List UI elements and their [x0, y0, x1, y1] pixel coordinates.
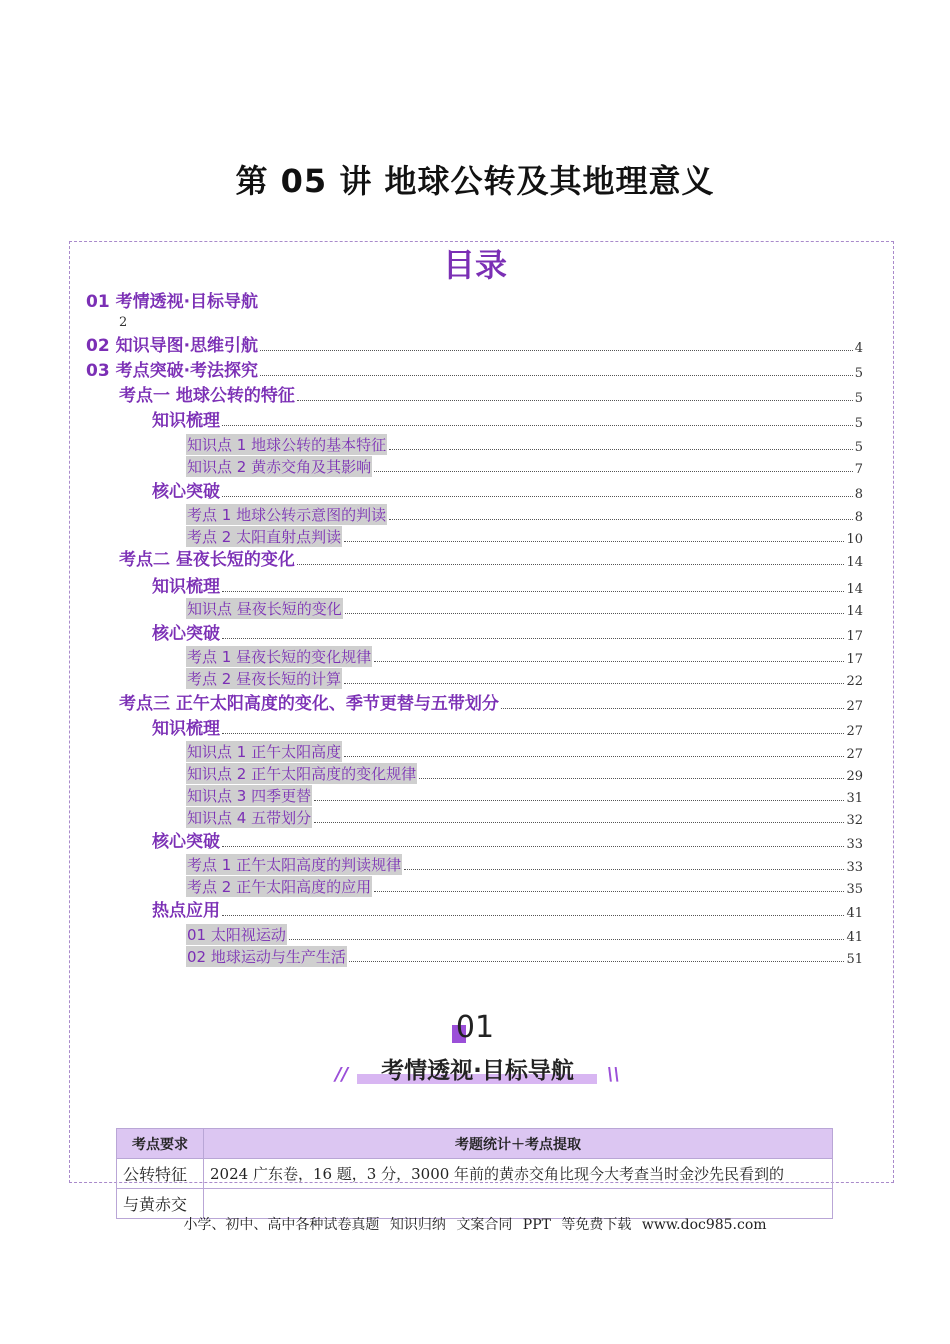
toc-entry-label: 知识点 4 五带划分 [187, 809, 312, 827]
toc-leader-dots [345, 613, 845, 614]
toc-entry-label: 考点 1 地球公转示意图的判读 [187, 506, 387, 524]
toc-leader-dots [260, 350, 853, 351]
toc-page-number: 51 [846, 952, 863, 967]
toc-entry-label: 核心突破 [152, 624, 220, 644]
toc-leader-dots [222, 733, 844, 734]
toc-entry[interactable] [86, 290, 863, 312]
requirements-table [116, 1128, 833, 1219]
toc-entry-label: 考点 2 正午太阳高度的应用 [187, 878, 372, 896]
toc-entry-label: 03 考点突破·考法探究 [86, 361, 259, 381]
toc-leader-dots [222, 638, 844, 639]
toc-page-number: 14 [846, 604, 863, 619]
toc-page-number: 41 [846, 906, 863, 921]
section-number: 01 [455, 1010, 495, 1045]
toc-page-number: 41 [846, 930, 863, 945]
toc-entry[interactable] [186, 923, 863, 945]
toc-entry-label: 知识点 1 正午太阳高度 [187, 743, 342, 761]
toc-page-number: 14 [846, 582, 863, 597]
toc-entry[interactable] [152, 830, 863, 852]
toc-leader-dots [501, 708, 845, 709]
table-row [117, 1159, 833, 1189]
slash-decoration-left: // [335, 1064, 349, 1085]
toc-entry-label: 热点应用 [152, 901, 220, 921]
toc-leader-dots [297, 400, 853, 401]
toc-entry-label: 考点二 昼夜长短的变化 [119, 550, 295, 570]
toc-entry[interactable] [152, 899, 863, 921]
toc-page-number: 27 [846, 699, 863, 714]
toc-page-number: 4 [854, 341, 863, 356]
toc-entry[interactable] [186, 455, 863, 477]
toc-page-number: 32 [846, 813, 863, 828]
toc-heading: 目录 [442, 246, 507, 284]
toc-entry-label: 考点 1 昼夜长短的变化规律 [187, 648, 372, 666]
toc-page-number: 27 [846, 747, 863, 762]
toc-page-number: 8 [854, 487, 863, 502]
toc-page-number: 31 [846, 791, 863, 806]
toc-leader-dots [222, 591, 844, 592]
toc-leader-dots [289, 939, 845, 940]
toc-leader-dots [297, 564, 845, 565]
toc-page-number: 10 [846, 532, 863, 547]
toc-entry-label: 02 地球运动与生产生活 [187, 948, 346, 966]
table-cell: 与黄赤交 [117, 1189, 204, 1219]
table-header-row [117, 1129, 833, 1159]
toc-entry-label: 核心突破 [152, 832, 220, 852]
table-header-cell: 考题统计＋考点提取 [204, 1129, 833, 1159]
toc-page-number: 7 [854, 462, 863, 477]
toc-entry[interactable] [186, 762, 863, 784]
toc-page-number: 33 [846, 860, 863, 875]
toc-page-number: 14 [846, 555, 863, 570]
page-title: 第 05 讲 地球公转及其地理意义 [235, 162, 715, 200]
toc-page-number: 22 [846, 674, 863, 689]
toc-entry-label: 考点 2 昼夜长短的计算 [187, 670, 342, 688]
toc-leader-dots [314, 822, 844, 823]
toc-entry[interactable] [119, 548, 863, 570]
toc-entry-label: 知识点 3 四季更替 [187, 787, 312, 805]
toc-entry-label: 知识梳理 [152, 719, 220, 739]
toc-leader-dots [374, 661, 844, 662]
toc-entry[interactable] [152, 409, 863, 431]
toc-entry[interactable] [152, 622, 863, 644]
toc-entry-label: 考点 2 太阳直射点判读 [187, 528, 342, 546]
toc-entry[interactable] [186, 597, 863, 619]
toc-entry[interactable] [86, 359, 863, 381]
toc-page-number: 17 [846, 629, 863, 644]
toc-entry[interactable] [152, 480, 863, 502]
toc-entry-label: 知识点 1 地球公转的基本特征 [187, 436, 387, 454]
toc-leader-dots [344, 756, 844, 757]
toc-entry-label: 知识梳理 [152, 577, 220, 597]
toc-leader-dots [404, 869, 844, 870]
toc-entry[interactable] [186, 503, 863, 525]
toc-leader-dots [222, 915, 844, 916]
toc-leader-dots [344, 541, 844, 542]
toc-entry[interactable] [186, 433, 863, 455]
toc-entry[interactable] [186, 875, 863, 897]
toc-entry-label: 考点一 地球公转的特征 [119, 386, 295, 406]
toc-leader-dots [222, 496, 853, 497]
slash-decoration-right: \\ [606, 1064, 620, 1085]
table-cell: 公转特征 [117, 1159, 204, 1189]
toc-entry[interactable] [186, 806, 863, 828]
toc-entry[interactable] [186, 853, 863, 875]
toc-entry-label: 01 考情透视·目标导航 [86, 292, 259, 312]
section-title: 考情透视·目标导航 [381, 1058, 574, 1084]
toc-entry[interactable] [119, 692, 863, 714]
toc-leader-dots [222, 425, 853, 426]
toc-leader-dots [349, 961, 845, 962]
toc-page-number: 8 [854, 510, 863, 525]
toc-page-number: 17 [846, 652, 863, 667]
toc-leader-dots [374, 891, 844, 892]
toc-leader-dots [222, 846, 844, 847]
toc-leader-dots [260, 375, 853, 376]
section-banner [335, 1050, 620, 1090]
toc-entry[interactable] [186, 667, 863, 689]
toc-entry[interactable] [186, 784, 863, 806]
toc-entry[interactable] [152, 575, 863, 597]
toc-page-number: 5 [854, 366, 863, 381]
toc-page-number: 5 [854, 391, 863, 406]
toc-page-number: 33 [846, 837, 863, 852]
toc-entry[interactable] [86, 334, 863, 356]
toc-page-number: 35 [846, 882, 863, 897]
toc-entry-label: 知识点 昼夜长短的变化 [187, 600, 342, 618]
toc-page-number: 2 [119, 315, 128, 330]
toc-entry[interactable] [186, 525, 863, 547]
toc-entry[interactable] [186, 945, 863, 967]
toc-entry-label: 02 知识导图·思维引航 [86, 336, 259, 356]
toc-entry[interactable] [186, 645, 863, 667]
toc-entry[interactable] [119, 384, 863, 406]
toc-page-number: 5 [854, 440, 863, 455]
toc-leader-dots [344, 683, 844, 684]
toc-entry-label: 核心突破 [152, 482, 220, 502]
toc-leader-dots [314, 800, 844, 801]
toc-entry-label: 考点 1 正午太阳高度的判读规律 [187, 856, 402, 874]
toc-entry-label: 01 太阳视运动 [187, 926, 286, 944]
toc-entry-label: 考点三 正午太阳高度的变化、季节更替与五带划分 [119, 694, 499, 714]
toc-entry-label: 知识点 2 黄赤交角及其影响 [187, 458, 372, 476]
toc-leader-dots [419, 778, 844, 779]
toc-leader-dots [374, 471, 853, 472]
toc-entry[interactable] [152, 717, 863, 739]
toc-leader-dots [389, 449, 853, 450]
toc-page-number: 29 [846, 769, 863, 784]
toc-page-number: 27 [846, 724, 863, 739]
toc-page-number: 5 [854, 416, 863, 431]
toc-leader-dots [389, 519, 853, 520]
toc-entry-label: 知识梳理 [152, 411, 220, 431]
toc-entry-label: 知识点 2 正午太阳高度的变化规律 [187, 765, 417, 783]
page-footer: 小学、初中、高中各种试卷真题 知识归纳 文案合同 PPT 等免费下载 www.doc985.com [183, 1217, 767, 1233]
table-header-cell: 考点要求 [117, 1129, 204, 1159]
toc-entry[interactable] [186, 740, 863, 762]
table-cell: 2024 广东卷，16 题，3 分，3000 年前的黄赤交角比现今大考查当时金沙先民看到的 [204, 1159, 833, 1189]
